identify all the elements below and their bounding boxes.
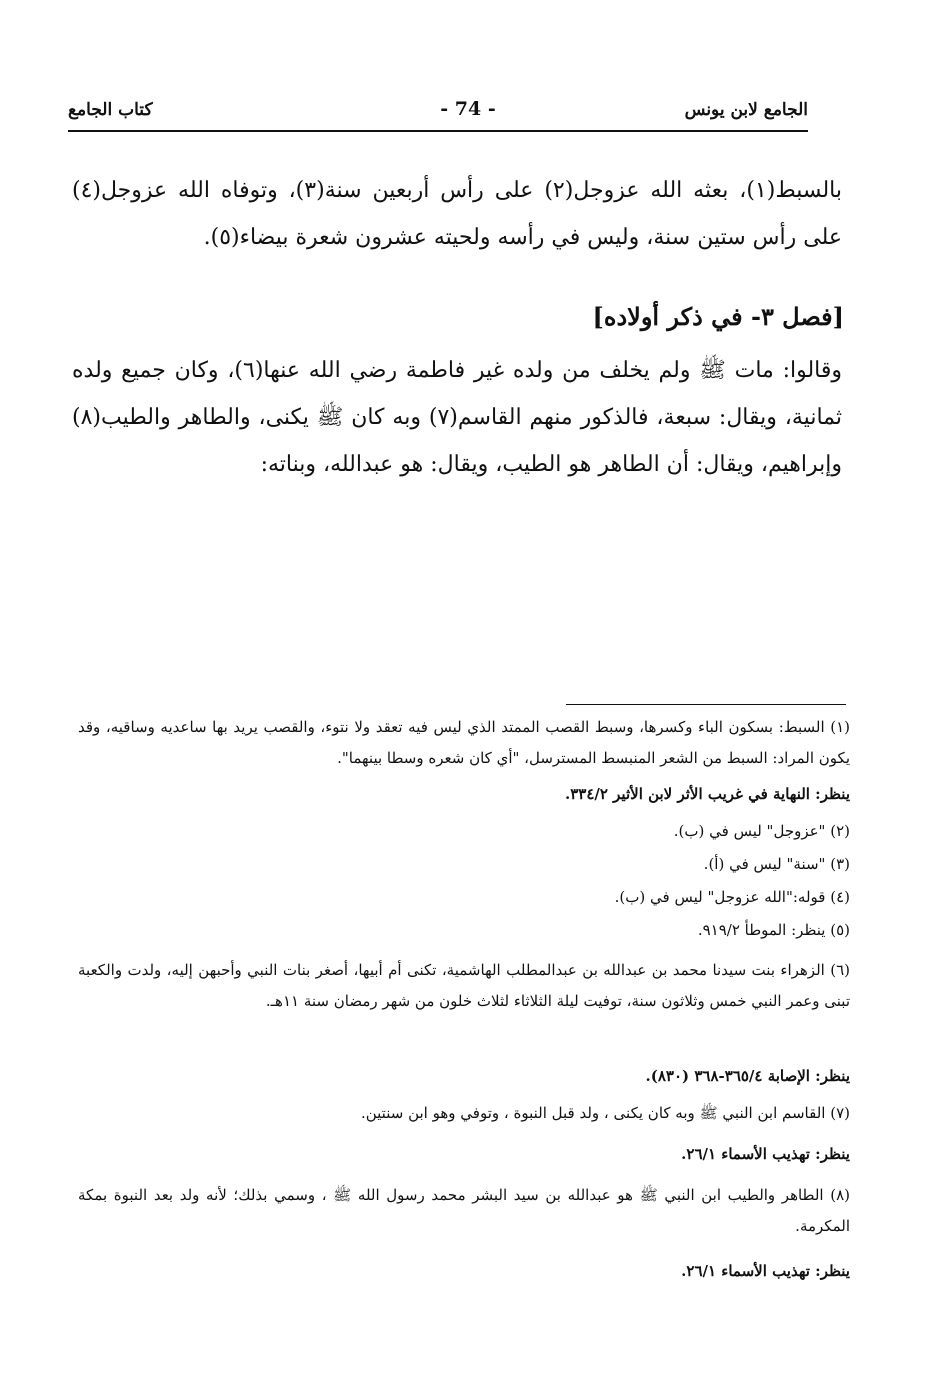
body-paragraph-1: بالسبط(١)، بعثه الله عزوجل(٢) على رأس أربعين سنة(٣)، وتوفاه الله عزوجل(٤) على رأس ستين سنة، وليس في رأسه ولحيته عشرون شعرة بيضاء(٥). [72, 178, 843, 250]
header-book-title: الجامع لابن يونس [684, 100, 808, 120]
header-chapter: كتاب الجامع [68, 100, 153, 120]
footnote-4: (٤) قوله:"الله عزوجل" ليس في (ب). [614, 888, 850, 906]
footnote-7: (٧) القاسم ابن النبي ﷺ وبه كان يكنى ، ولد قبل النبوة ، وتوفي وهو ابن سنتين. [360, 1104, 850, 1122]
footnote-8: (٨) الطاهر والطيب ابن النبي ﷺ هو عبدالله بن سيد البشر محمد رسول الله ﷺ ، وسمي بذلك؛ لأنه ولد بعد النبوة بمكة المكرمة. [78, 1186, 850, 1235]
page-number: - 74 - [440, 98, 496, 120]
header-rule [68, 130, 808, 132]
footnote-separator [566, 704, 846, 705]
footnote-7-reference: ينظر: تهذيب الأسماء ٢٦/١. [681, 1145, 850, 1163]
footnote-3: (٣) "سنة" ليس في (أ). [703, 855, 850, 873]
footnote-6: (٦) الزهراء بنت سيدنا محمد بن عبدالله بن عبدالمطلب الهاشمية، تكنى أم أبيها، أصغر بنات النبي وأحبهن إليه، ولدت والكعبة تبنى وعمر النبي خمس وثلاثون سنة، توفيت ليلة الثلاثاء لثلاث خلون من شهر رمضان سنة ١١هـ. [78, 961, 850, 1010]
footnote-5: (٥) ينظر: الموطأ ٩١٩/٢. [697, 921, 850, 939]
running-header [68, 100, 808, 126]
footnote-6-reference: ينظر: الإصابة ٣٦٥/٤-٣٦٨ (٨٣٠). [645, 1067, 850, 1085]
footnote-8-reference: ينظر: تهذيب الأسماء ٢٦/١. [681, 1262, 850, 1280]
section-heading: [فصل ٣- في ذكر أولاده] [592, 302, 844, 331]
footnote-2: (٢) "عزوجل" ليس في (ب). [673, 822, 850, 840]
footnote-1: (١) السبط: بسكون الباء وكسرها، وسبط القصب الممتد الذي ليس فيه تعقد ولا نتوء، والقصب يريد بها ساعديه وساقيه، وقد يكون المراد: السبط من الشعر المنبسط المسترسل، "أي كان شعره وسطا بينهما". [78, 718, 850, 767]
body-paragraph-2: وقالوا: مات ﷺ ولم يخلف من ولده غير فاطمة رضي الله عنها(٦)، وكان جميع ولده ثمانية، ويقال: سبعة، فالذكور منهم القاسم(٧) وبه كان ﷺ يكنى، والطاهر والطيب(٨) وإبراهيم، ويقال: أن الطاهر هو الطيب، ويقال: هو عبدالله، وبناته: [72, 358, 843, 477]
footnote-1-reference: ينظر: النهاية في غريب الأثر لابن الأثير ٣٣٤/٢. [564, 785, 850, 803]
